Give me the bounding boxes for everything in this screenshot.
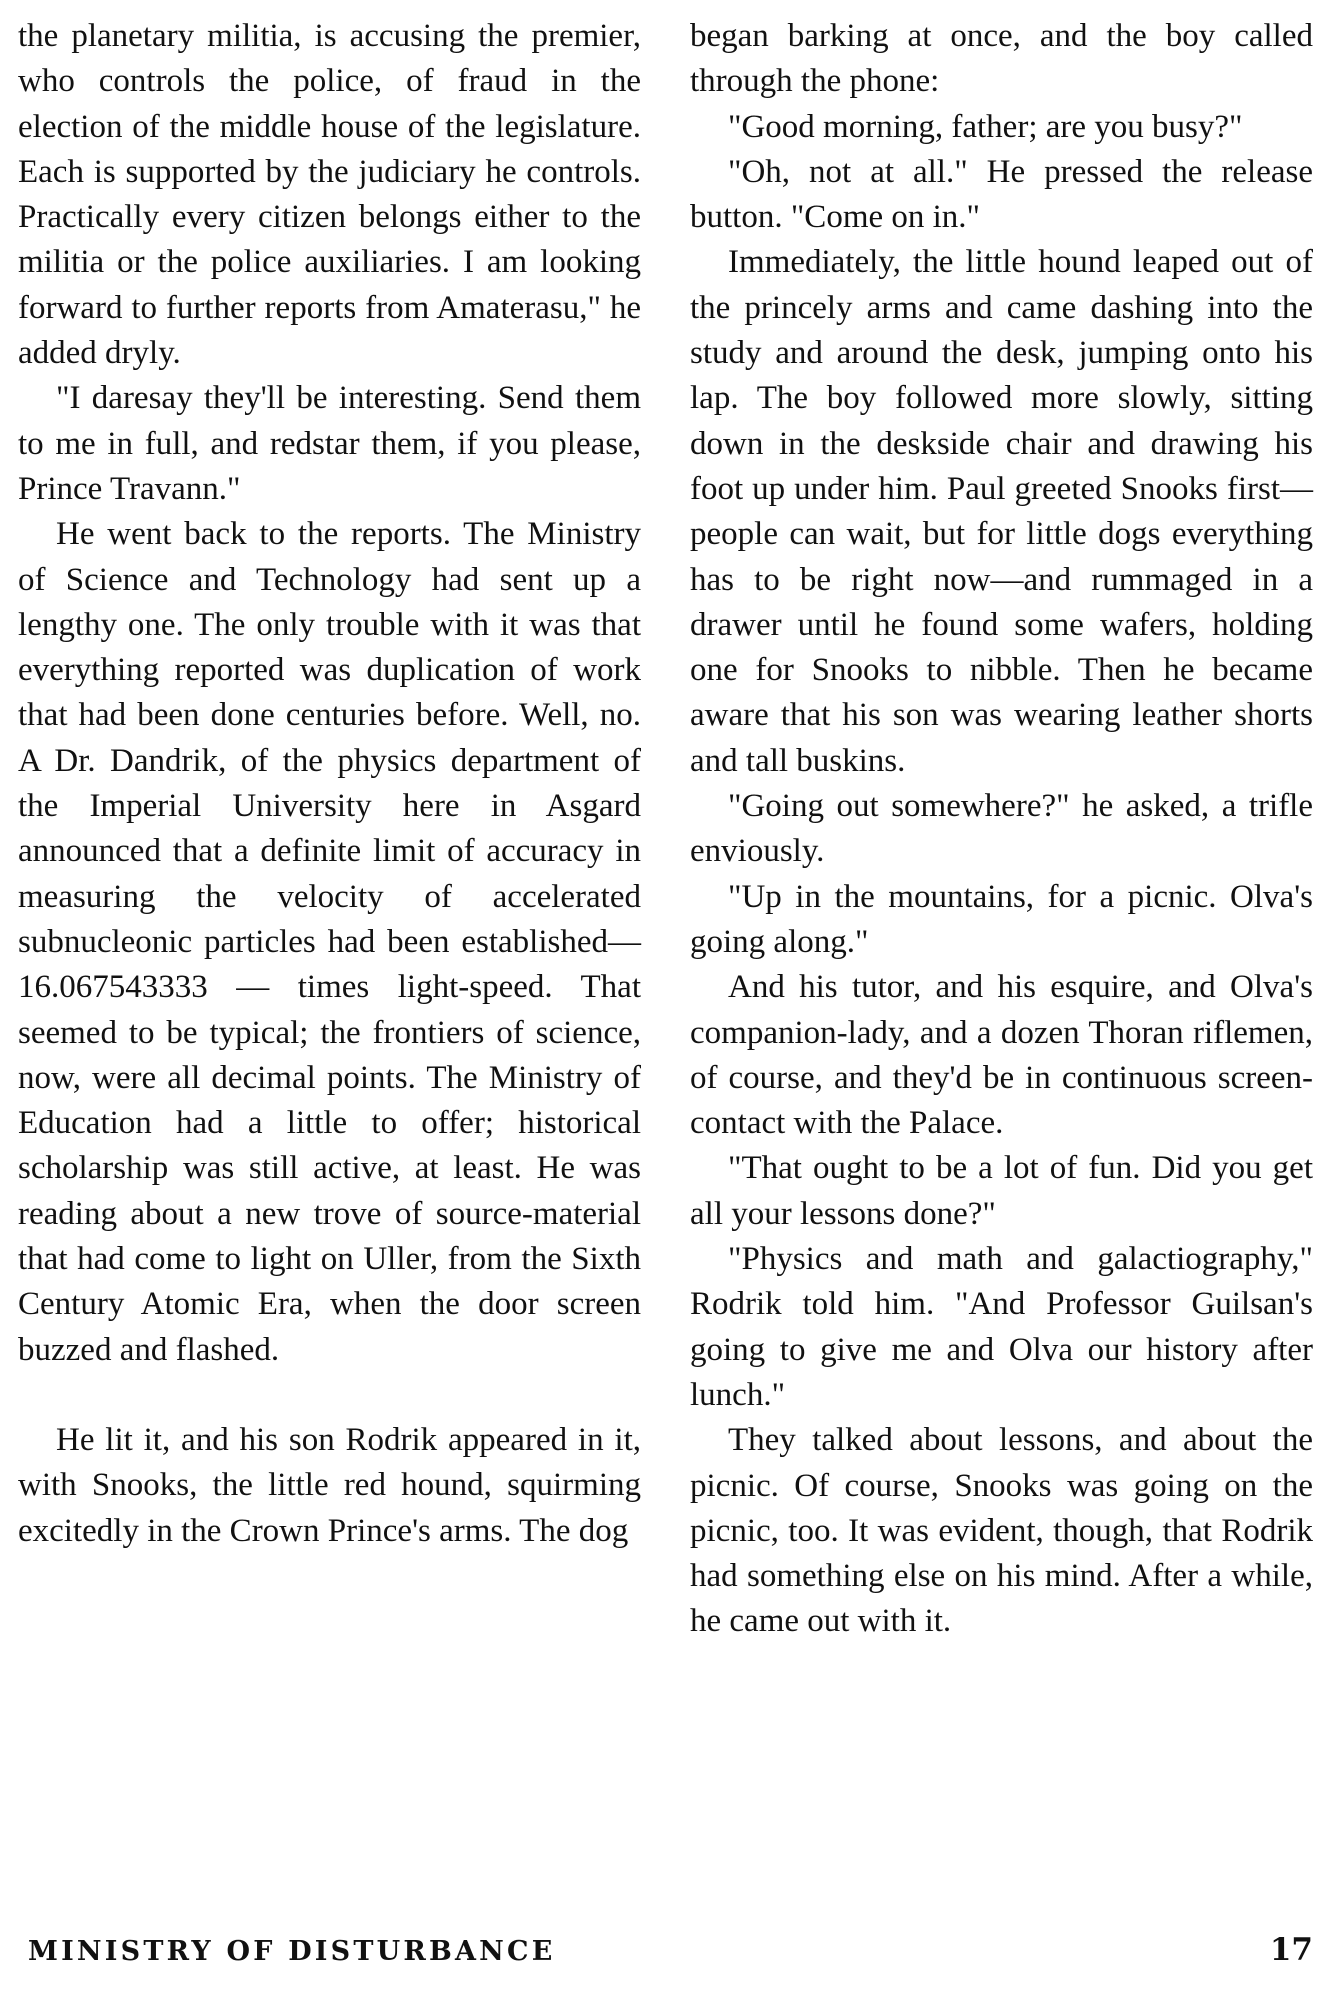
paragraph: began barking at once, and the boy called through the phone:: [690, 18, 1313, 100]
paragraph: "Physics and math and galactiography," Rodrik told him. "And Professor Guilsan's going to give me and Olva our history after lunch.": [690, 1241, 1313, 1413]
running-title: MINISTRY OF DISTURBANCE: [28, 1936, 556, 1967]
paragraph: "I daresay they'll be interesting. Send them to me in full, and redstar them, if you please, Prince Travann.": [18, 380, 641, 507]
paragraph: They talked about lessons, and about the picnic. Of course, Snooks was going on the picnic, too. It was evident, though, that Rodrik had something else on his mind. After a while, he came out with it.: [690, 1422, 1313, 1640]
page-number: 17: [1269, 1932, 1313, 1968]
paragraph: "Good morning, father; are you busy?": [728, 108, 1243, 145]
paragraph: "Going out somewhere?" he asked, a trifle enviously.: [690, 788, 1313, 870]
paragraph: Immediately, the little hound leaped out of the princely arms and came dashing into the study and around the desk, jumping onto his lap. The boy followed more slowly, sitting down in the deskside chair and drawing his foot up under him. Paul greeted Snooks first—people can wait, but for little dogs everything has to be right now—and rummaged in a drawer until he found some wafers, holding one for Snooks to nibble. Then he became aware that his son was wearing leather shorts and tall buskins.: [690, 244, 1313, 779]
paragraph: the planetary militia, is accusing the premier, who controls the police, of fraud in the election of the middle house of the legislature. Each is supported by the judiciary he controls. Practically every citizen belongs either to the militia or the police auxiliaries. I am looking forward to further reports from Amaterasu," he added dryly.: [18, 18, 641, 372]
paragraph: He lit it, and his son Rodrik appeared in it, with Snooks, the little red hound, squirming excitedly in the Crown Prince's arms. The dog: [18, 1421, 641, 1549]
text-column-left: [18, 14, 641, 1554]
paragraph: "That ought to be a lot of fun. Did you get all your lessons done?": [690, 1150, 1313, 1232]
page-footer: [18, 1932, 1313, 1986]
book-page: [18, 0, 1313, 2013]
paragraph: "Up in the mountains, for a picnic. Olva's going along.": [690, 878, 1313, 960]
paragraph: He went back to the reports. The Ministry of Science and Technology had sent up a lengthy one. The only trouble with it was that everything reported was duplication of work that had been done centuries before. Well, no. A Dr. Dandrik, of the physics department of the Imperial University here in Asgard announced that a definite limit of accuracy in measuring the velocity of accelerated subnucleonic particles had been established— 16.067543333 — times light-speed. That seemed to be typical; the frontiers of science, now, were all decimal points. The Ministry of Education had a little to offer; historical scholarship was still active, at least. He was reading about a new trove of source-material that had come to light on Uller, from the Sixth Century Atomic Era, when the door screen buzzed and flashed.: [18, 516, 641, 1368]
paragraph: And his tutor, and his esquire, and Olva's companion-lady, and a dozen Thoran riflemen, of course, and they'd be in continuous screen-contact with the Palace.: [690, 969, 1313, 1142]
paragraph: "Oh, not at all." He pressed the release button. "Come on in.": [690, 153, 1313, 236]
text-column-right: [690, 14, 1313, 1645]
